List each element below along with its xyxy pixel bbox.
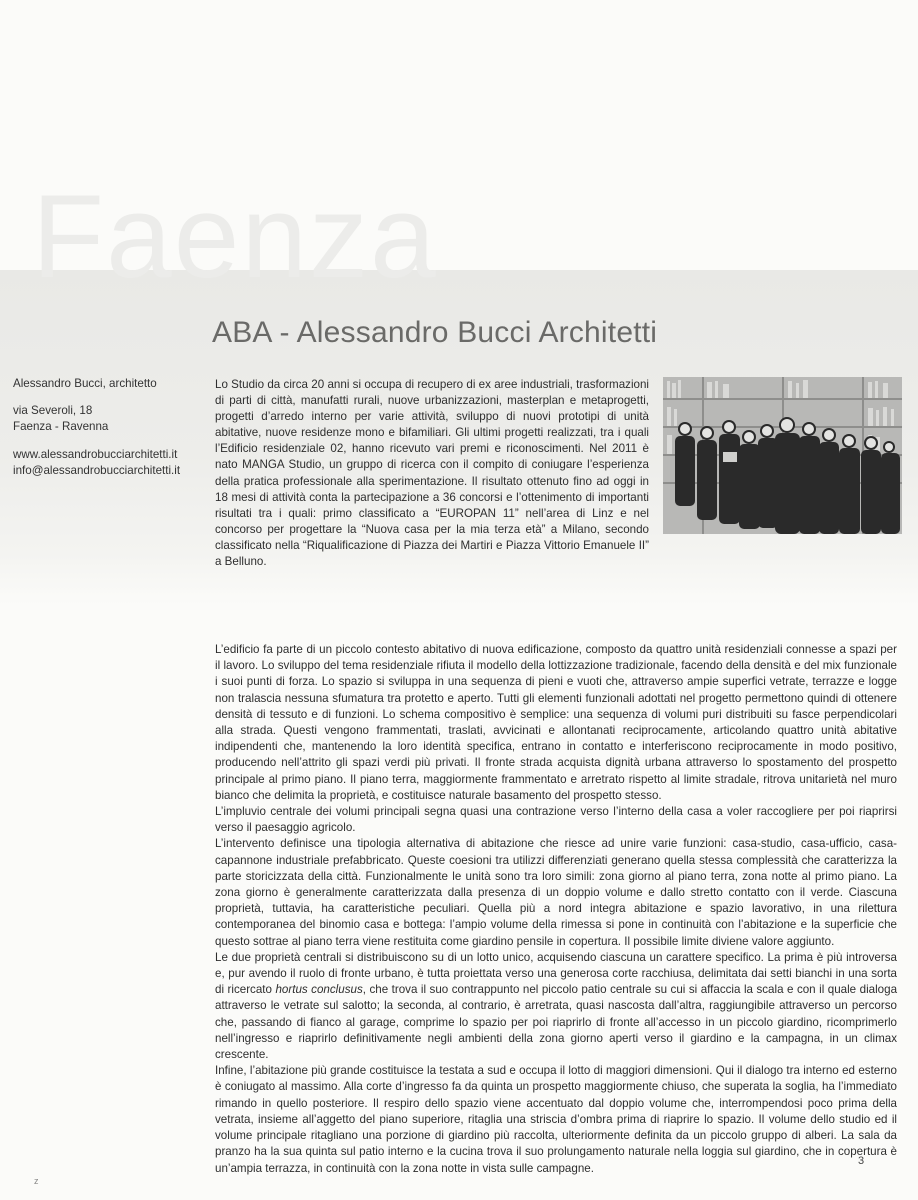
corner-mark: z bbox=[34, 1176, 39, 1186]
contact-block bbox=[13, 376, 193, 479]
email-link[interactable]: info@alessandrobucciarchitetti.it bbox=[13, 463, 181, 477]
paragraph-text: Le due proprietà centrali si distribuiscono su di un lotto unico, acquisendo ciascuna un carattere specifico. La prima è più introversa e, pur avendo il ruolo di fronte urbano, è tutta proiettata verso una generosa corte racchiusa, delimitata dai setti bianchi in una sorta di ricercato bbox=[215, 950, 897, 997]
paragraph: L’edificio fa parte di un piccolo contesto abitativo di nuova edificazione, composto da quattro unità residenziali connesse a spazi per il lavoro. Lo sviluppo del tema residenziale rifiuta il modello della lottizzazione tradizionale, facendo della densità e del mix funzionale i suoi punti di forza. Lo spazio si sviluppa in una sequenza di pieni e vuoti che, attraverso ampie superfici vetrate, terrazze e logge non tralascia nessuna sfumatura tra protetto e aperto. Tutti gli elementi funzionali adottati nel progetto permettono quindi di ottenere densità di tessuto e di funzioni. Lo schema compositivo è semplice: una sequenza di volumi puri distribuiti su fasce perpendicolari alla strada. Questi vengono frammentati, traslati, avvicinati e allontanati reciprocamente, articolando quattro unità abitative indipendenti che, mantenendo la loro identità specifica, entrano in contatto e interferiscono reciprocamente in modo positivo, producendo nell’attrito gli spazi verdi più privati. Il fronte strada acquista dignità urbana attraverso lo spostamento del prospetto principale al primo piano. Il piano terra, maggiormente frammentato e arretrato rispetto al limite stradale, ritrova unitarietà nel muro bianco che delimita la proprietà, e costituisce naturale basamento del prospetto stesso. bbox=[215, 643, 897, 802]
architect-name: Alessandro Bucci, architetto bbox=[13, 377, 157, 390]
paragraph bbox=[215, 950, 897, 1063]
paragraph-text: , che trova il suo contrappunto nel piccolo patio centrale su cui si affaccia la scala e con il quale dialoga attraverso le vetrate sul salotto; la seconda, al contrario, è arretrata, quasi nascosta dall’altra, raggiungibile attraverso un percorso che, passando di fianco al garage, comprime lo spazio per poi riaprirlo di fronte all’accesso in un piccolo giardino, ricomprimerlo nell’ingresso e riaprirlo definitivamente negli ambienti della zona giorno aperti verso il giardino e la campagna, in un climax crescente. bbox=[215, 983, 898, 1062]
project-description bbox=[215, 642, 897, 1177]
page-number: 3 bbox=[858, 1155, 865, 1167]
italic-term: hortus conclusus bbox=[275, 983, 363, 997]
page-title: ABA - Alessandro Bucci Architetti bbox=[212, 316, 658, 349]
paragraph: Infine, l’abitazione più grande costituisce la testata a sud e occupa il lotto di maggiori dimensioni. Qui il dialogo tra interno ed esterno è coniugato al massimo. Alla corte d’ingresso fa da quinta un prospetto maggiormente chiuso, che superata la soglia, ha l’immediato rimando in quello posteriore. Il respiro dello spazio viene accentuato dal doppio volume che, interrompendosi poco prima della vetrata, insieme all’aggetto del piano superiore, ritaglia una striscia d’ombra prima di riaprire lo spazio. Il volume dello studio ed il volume principale ritagliano una porzione di giardino più raccolta, ulteriormente definita da un piccolo gruppo di alberi. La sala da pranzo ha la sua quinta sul patio interno e la cucina trova il suo prolungamento naturale nella loggia sul giardino, che in copertura è un’ampia terrazza, in continuità con la zona notte in vista sulle campagne. bbox=[215, 1064, 897, 1175]
website-link[interactable]: www.alessandrobucciarchitetti.it bbox=[13, 447, 178, 461]
city-watermark: Faenza bbox=[32, 171, 438, 303]
team-photo bbox=[663, 377, 902, 534]
city-address: Faenza - Ravenna bbox=[13, 420, 109, 434]
paragraph: L’impluvio centrale dei volumi principali segna quasi una contrazione verso l’interno della casa a voler raccogliere per poi riaprirsi verso il paesaggio agricolo. bbox=[215, 805, 897, 835]
studio-intro: Lo Studio da circa 20 anni si occupa di recupero di ex aree industriali, trasformazioni di parti di città, manufatti rurali, nuove urbanizzazioni, masterplan e metaprogetti, progetti d’arredo interno per varie attività, sviluppo di nuovi prototipi di unità abitative, nuove residenze mono e bifamiliari. Gli ultimi progetti realizzati, tra i quali l’Edificio residenziale 02, hanno ricevuto vari premi e riconoscimenti. Nel 2011 è nato MANGA Studio, un gruppo di ricerca con il compito di coniugare l’esperienza della pratica professionale alla sperimentazione. Il risultato ottenuto fino ad oggi in 18 mesi di attività conta la partecipazione a 36 concorsi e l’ottenimento di importanti risultati tra i quali: primo classificato a “EUROPAN 11” nell’area di Linz e nel concorso per progettare la “Nuova casa per la mia terza età” a Milano, secondo classificato nella “Riqualificazione di Piazza dei Martiri e Piazza Vittorio Emanuele II” a Belluno. bbox=[215, 378, 649, 569]
paragraph: L’intervento definisce una tipologia alternativa di abitazione che riesce ad unire varie funzioni: casa-studio, casa-ufficio, casa-capannone industriale prefabbricato. Queste coesioni tra utilizzi differenziati generano quella stessa complessità che caratterizza la parte storicizzata della città. Funzionalmente le unità sono tra loro simili: zona giorno al piano terra, zona notte al primo piano. La zona giorno è generalmente caratterizzata dalla presenza di un doppio volume e dallo stretto contatto con il verde. Ciascuna proprietà, tuttavia, ha caratteristiche peculiari. Quella più a nord integra abitazione e spazio lavorativo, in una rilettura contemporanea del binomio casa e bottega: l’ampio volume della rimessa si pone in continuità con l’abitazione e la superficie che questo sottrae al piano terra viene restituita come giardino pensile in copertura. Il possibile limite diviene valore aggiunto. bbox=[215, 837, 897, 948]
street-address: via Severoli, 18 bbox=[13, 404, 93, 418]
